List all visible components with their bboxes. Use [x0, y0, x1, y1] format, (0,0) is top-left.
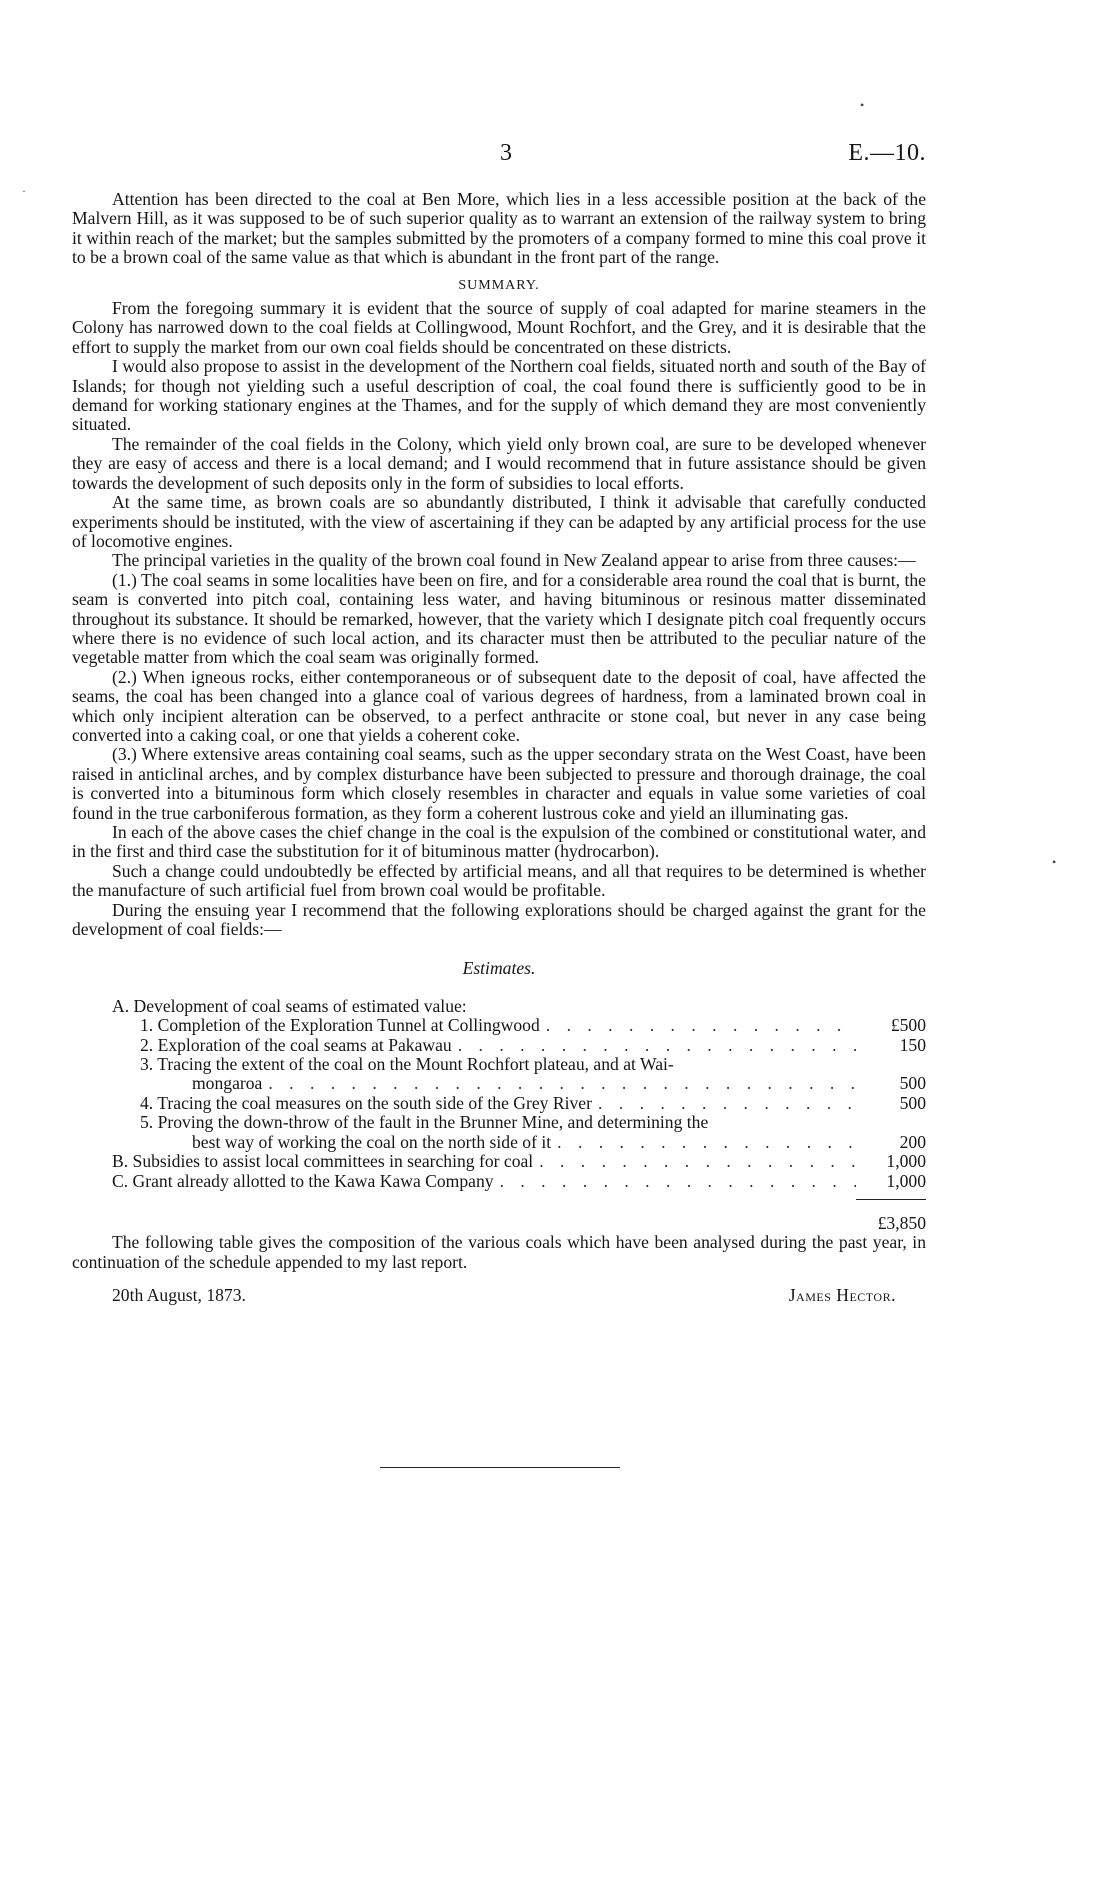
estimate-row	[72, 1152, 926, 1171]
leader-dots	[452, 1036, 856, 1055]
paragraph-ben-more: Attention has been directed to the coal at Ben More, which lies in a less accessible position at the back of the Malvern Hill, as it was supposed to be of such superior quality as to warrant an extension of the railway system to bring it within reach of the market; but the samples submitted by the promoters of a company formed to mine this coal prove it to be a brown coal of the same value as that which is abundant in the front part of the range.	[72, 189, 926, 268]
estimate-row	[72, 1113, 926, 1132]
signatory-name: James Hector.	[788, 1285, 896, 1306]
estimate-amount: 200	[899, 1131, 926, 1152]
estimate-amount: 500	[899, 1092, 926, 1113]
paragraph: (2.) When igneous rocks, either contemporaneous or of subsequent date to the deposit of coal, have affected the seams, the coal has been changed into a glance coal of various degrees of hardness, from a laminated brown coal in which only incipient alteration can be observed, to a perfect anthracite or stone coal, but never in any case being converted into a caking coal, or one that yields a coherent coke.	[72, 666, 926, 745]
estimate-row	[72, 1036, 926, 1055]
print-speck: •	[1052, 855, 1057, 869]
estimate-row	[72, 1016, 926, 1035]
leader-dots	[551, 1133, 856, 1152]
estimate-amount: 150	[899, 1034, 926, 1055]
print-speck: ·	[22, 184, 26, 198]
document-reference: E.—10.	[848, 140, 926, 166]
paragraph: I would also propose to assist in the development of the Northern coal fields, situated north and south of the Bay of Islands; for though not yielding such a useful description of coal, the coal found there is sufficiently good to be in demand for working stationary engines at the Thames, and for the supply of which demand they are most conveniently situated.	[72, 356, 926, 435]
estimates-list	[72, 997, 926, 1233]
paragraph: At the same time, as brown coals are so abundantly distributed, I think it advisable that carefully conducted experiments should be instituted, with the view of ascertaining if they can be adapted by any artificial process for the use of locomotive engines.	[72, 492, 926, 551]
estimate-row	[72, 1055, 926, 1074]
paragraph: From the foregoing summary it is evident that the source of supply of coal adapted for marine steamers in the Colony has narrowed down to the coal fields at Collingwood, Mount Rochfort, and the Grey, and it is desirable that the effort to supply the market from our own coal fields should be concentrated on these districts.	[72, 298, 926, 357]
estimate-amount: 1,000	[886, 1170, 926, 1191]
paragraph: The principal varieties in the quality of the brown coal found in New Zealand appear to arise from three causes:—	[112, 550, 916, 571]
paragraph: During the ensuing year I recommend that the following explorations should be charged against the grant for the development of coal fields:—	[72, 899, 926, 940]
print-speck: •	[860, 98, 865, 112]
estimate-total-row	[72, 1199, 926, 1233]
paragraph: (3.) Where extensive areas containing coal seams, such as the upper secondary strata on the West Coast, have been raised in anticlinal arches, and by complex disturbance have been subjected to pressure and thorough drainage, the coal is converted into a bituminous form which closely resembles in character and equals in value some varieties of coal found in the true carboniferous formation, as they form a coherent lustrous coke and yield an illuminating gas.	[72, 744, 926, 823]
leader-dots	[592, 1094, 856, 1113]
summary-heading: SUMMARY.	[458, 277, 540, 293]
estimate-amount: 500	[899, 1073, 926, 1094]
page-number: 3	[500, 140, 512, 166]
closing-rule	[380, 1467, 620, 1468]
page-header	[0, 140, 1114, 172]
estimate-label: 1. Completion of the Exploration Tunnel at Collingwood	[140, 1015, 540, 1036]
estimate-row	[72, 1074, 926, 1093]
estimate-label: best way of working the coal on the north side of it	[192, 1131, 552, 1152]
estimate-amount: 1,000	[886, 1151, 926, 1172]
estimate-row	[72, 1172, 926, 1191]
estimate-label: 4. Tracing the coal measures on the south side of the Grey River	[140, 1092, 592, 1113]
estimate-row	[72, 997, 926, 1016]
estimate-label: C. Grant already allotted to the Kawa Kawa Company	[112, 1170, 494, 1191]
paragraph: Such a change could undoubtedly be effected by artificial means, and all that requires to be determined is whether the manufacture of such artificial fuel from brown coal would be profitable.	[72, 860, 926, 901]
estimate-label: 3. Tracing the extent of the coal on the Mount Rochfort plateau, and at Wai-	[140, 1054, 674, 1075]
estimate-label: 2. Exploration of the coal seams at Pakawau	[140, 1034, 452, 1055]
report-date: 20th August, 1873.	[112, 1285, 246, 1306]
estimate-label: A. Development of coal seams of estimated value:	[112, 995, 467, 1016]
estimate-label: B. Subsidies to assist local committees in searching for coal	[112, 1151, 534, 1172]
document-body	[72, 190, 926, 1326]
signature-block	[72, 1286, 926, 1326]
paragraph: The remainder of the coal fields in the Colony, which yield only brown coal, are sure to be developed whenever they are easy of access and there is a local demand; and I would recommend that in future assistance should be given towards the development of such deposits only in the form of subsidies to local efforts.	[72, 433, 926, 493]
estimate-total: £3,850	[856, 1199, 926, 1233]
estimate-label: 5. Proving the down-throw of the fault in the Brunner Mine, and determining the	[140, 1112, 709, 1133]
estimate-label: mongaroa	[192, 1073, 263, 1094]
estimate-row	[72, 1133, 926, 1152]
estimate-amount: £500	[890, 1015, 926, 1036]
paragraph: In each of the above cases the chief change in the coal is the expulsion of the combined or constitutional water, and in the first and third case the substitution for it of bituminous matter (hydrocarbon).	[72, 822, 926, 862]
leader-dots	[262, 1074, 856, 1093]
leader-dots	[540, 1016, 856, 1035]
estimate-row	[72, 1094, 926, 1113]
estimates-heading: Estimates.	[462, 958, 536, 979]
leader-dots	[494, 1172, 856, 1191]
paragraph: The following table gives the composition of the various coals which have been analysed during the past year, in continuation of the schedule appended to my last report.	[72, 1232, 926, 1272]
paragraph: (1.) The coal seams in some localities have been on fire, and for a considerable area round the coal that is burnt, the seam is converted into pitch coal, containing less water, and having bituminous or resinous matter disseminated throughout its substance. It should be remarked, however, that the variety which I designate pitch coal frequently occurs where there is no evidence of such local action, and its character must then be attributed to the peculiar nature of the vegetable matter from which the coal seam was originally formed.	[72, 569, 926, 668]
leader-dots	[533, 1152, 856, 1171]
